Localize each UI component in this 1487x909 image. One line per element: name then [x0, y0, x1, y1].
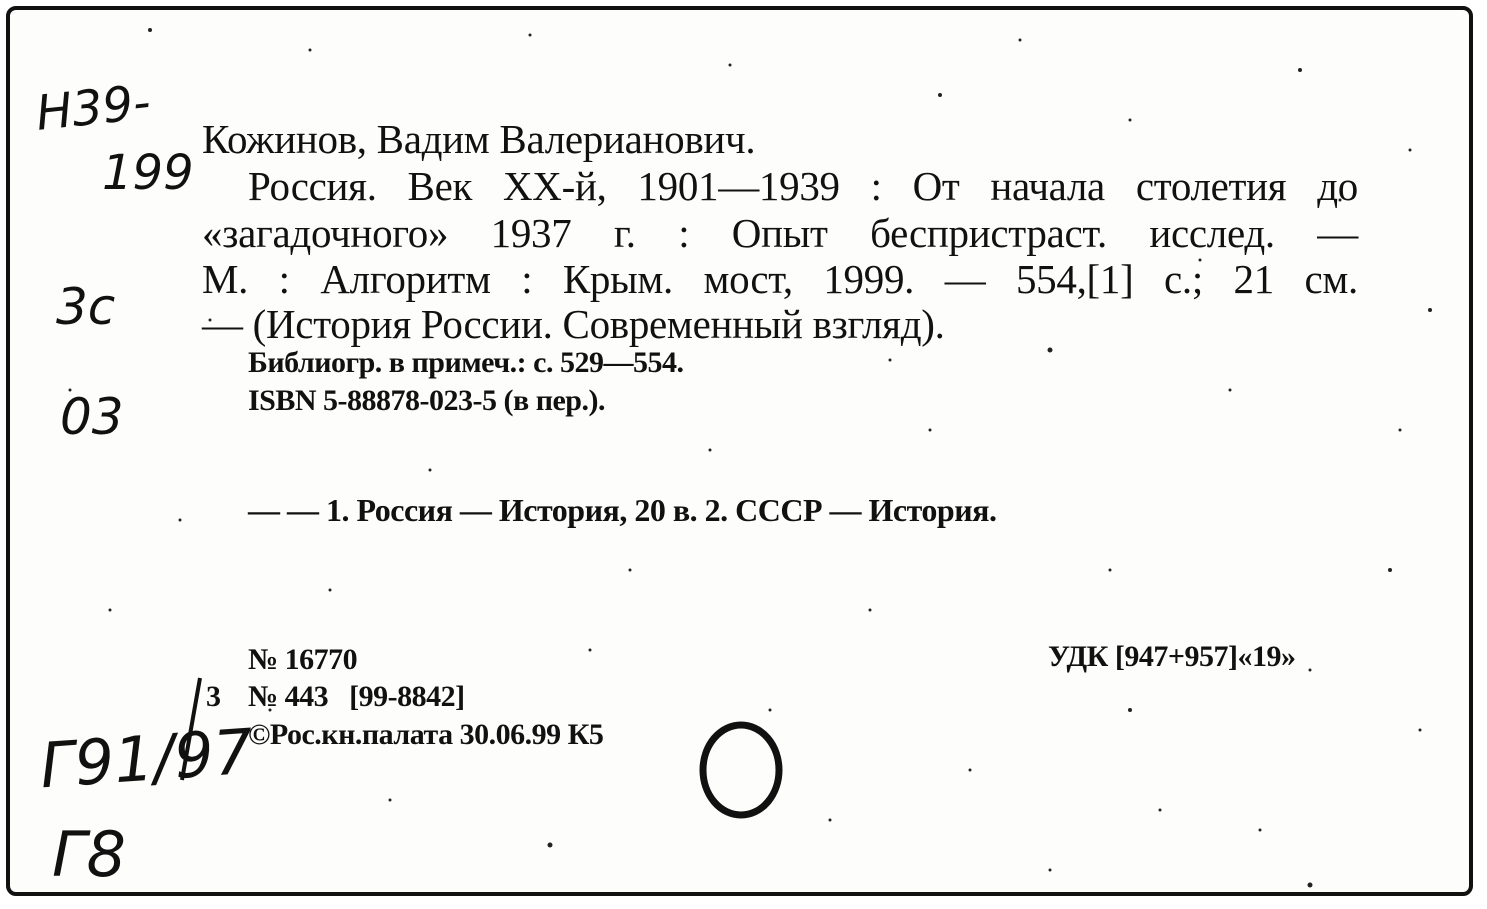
catalog-card: [6, 6, 1473, 896]
imprint-line: М. : Алгоритм : Крым. мост, 1999. — 554,[1] с.; 21 см.: [202, 256, 1358, 302]
book-chamber-imprint: ©Рос.кн.палата 30.06.99 К5: [248, 718, 604, 751]
handwritten-call-number-6: Г8: [52, 818, 126, 891]
card-number: № 16770: [248, 643, 358, 676]
handwritten-call-number-4: 03: [60, 388, 124, 446]
circle-mark-icon: [693, 715, 793, 825]
order-number: № 443 [99-8842]: [248, 680, 465, 713]
title-line-1: Россия. Век XX-й, 1901—1939 : От начала столетия до: [248, 163, 1358, 209]
copies-mark: 3: [206, 680, 221, 713]
handwritten-call-number-5: Г91/97: [37, 714, 256, 803]
series-line: — (История России. Современный взгляд).: [202, 301, 945, 347]
bibliography-note: Библиогр. в примеч.: с. 529—554.: [248, 346, 684, 379]
handwritten-slash-icon: [170, 670, 210, 790]
author-heading: Кожинов, Вадим Валерианович.: [202, 116, 756, 162]
title-line-2: «загадочного» 1937 г. : Опыт беспристраст. исслед. —: [202, 210, 1358, 256]
handwritten-call-number-2: 199: [102, 145, 194, 201]
udc-code: УДК [947+957]«19»: [1048, 640, 1296, 673]
handwritten-call-number-1: Н39-: [33, 74, 154, 142]
isbn-line: ISBN 5-88878-023-5 (в пер.).: [248, 384, 605, 417]
subject-headings: — — 1. Россия — История, 20 в. 2. СССР — История.: [248, 492, 997, 528]
handwritten-call-number-3: 3с: [56, 278, 116, 336]
